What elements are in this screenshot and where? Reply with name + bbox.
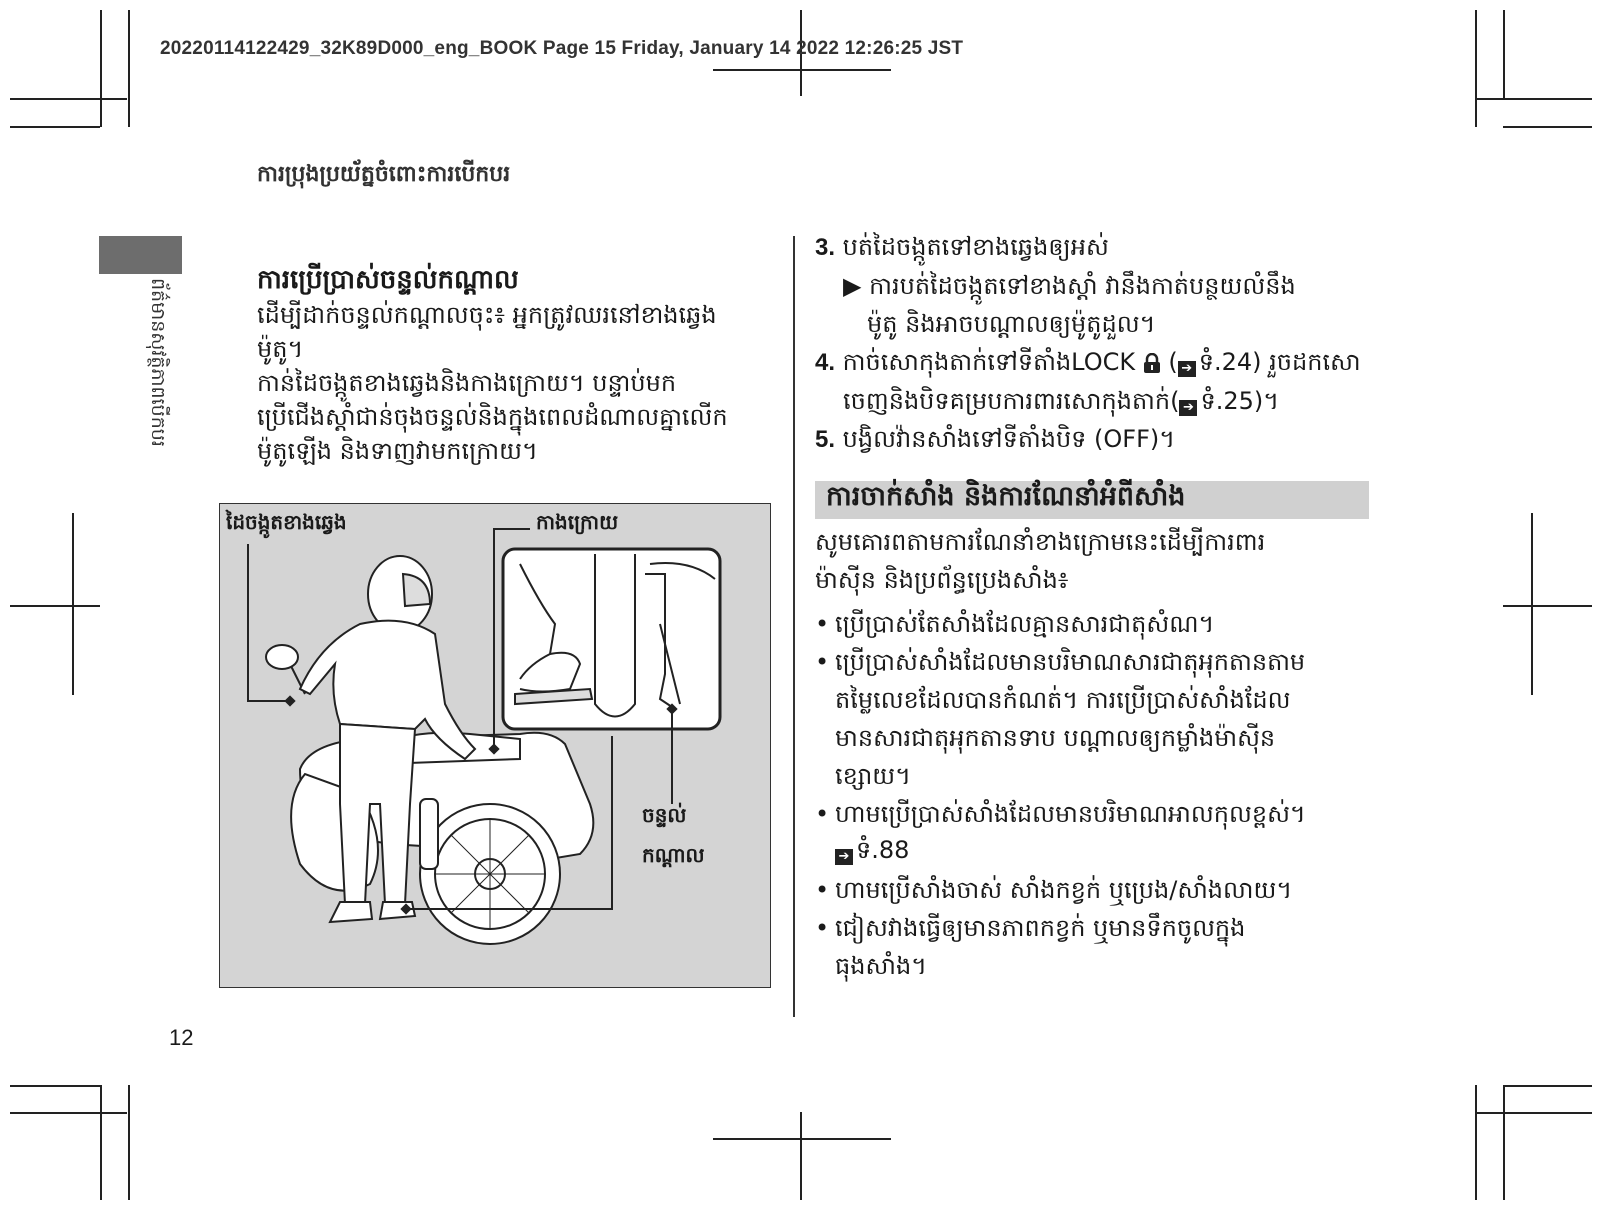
bullet-item-cont: មានសារជាតុអុកតានទាប បណ្ដាលឲ្យកម្លាំងម៉ាស៊ីន (835, 724, 1276, 752)
paragraph-line: កាន់ដៃចង្កូតខាងឆ្វេងនិងកាងក្រោយ។ បន្ទាប់មក (257, 369, 677, 397)
print-info-header: 20220114122429_32K89D000_eng_BOOK Page 15 Friday, January 14 2022 12:26:25 JST (160, 38, 964, 59)
steps-list (815, 228, 1395, 459)
bullet-item-ref (815, 833, 1375, 867)
bullet-item: • ប្រើប្រាស់សាំងដែលមានបរិមាណសារជាតុអុកតានតាម (815, 648, 1306, 676)
step-4-cont: ចេញនិងបិទគម្របការពារសោកុងតាក់( ➔ ទំ.25)។ (843, 387, 1280, 415)
bullet-item: • ប្រើប្រាស់តែសាំងដែលគ្មានសារជាតុសំណ។ (815, 610, 1215, 638)
label-center-stand-2: កណ្ដាល (642, 843, 705, 867)
fuel-intro (815, 523, 1375, 599)
intro-line: សូមគោរពតាមការណែនាំខាងក្រោមនេះដើម្បីការពារ (815, 528, 1266, 556)
side-tab-label: ព័ត៌មានសុវត្ថិភាពបើកបរ (147, 278, 169, 447)
bullet-item-cont: ខ្សោយ។ (835, 762, 911, 790)
triangle-bullet-icon: ▶ (843, 272, 862, 300)
paragraph-line: ម៉ូតូ។ (257, 335, 304, 363)
section-title-fuel: ការចាក់សាំង និងការណែនាំអំពីសាំង (826, 481, 1186, 512)
page-ref-link[interactable]: ទំ.24 (1198, 348, 1253, 376)
center-stand-illustration (219, 503, 771, 988)
label-rear-grip: កាងក្រោយ (536, 510, 619, 534)
page-number: 12 (169, 1025, 194, 1050)
paragraph-line: ម៉ូតូឡើង និងទាញវាមកក្រោយ។ (257, 437, 538, 465)
bullet-item-cont: តម្លៃលេខដែលបានកំណត់។ ការប្រើប្រាស់សាំងដែល (835, 686, 1291, 714)
step-3: 3. បត់ដៃចង្កូតទៅខាងឆ្វេងឲ្យអស់ (815, 233, 1109, 261)
page-ref-arrow-icon: ➔ (1179, 400, 1197, 416)
step-5: 5. បង្វិលវ៉ានសាំងទៅទីតាំងបិទ (OFF)។ (815, 425, 1176, 453)
breadcrumb: ការប្រុងប្រយ័ត្នចំពោះការបើកបរ (257, 162, 511, 187)
lock-icon (1143, 346, 1161, 366)
page-ref-arrow-icon: ➔ (835, 849, 853, 865)
section-heading-center-stand: ការប្រើប្រាស់ចន្ទល់កណ្ដាល (257, 265, 519, 295)
step-4: 4. កាច់សោកុងតាក់ទៅទីតាំងLOCK ( ➔ ទំ.24) រួចដកសោ (815, 348, 1361, 376)
label-left-handlebar: ដៃចង្កូតខាងឆ្វេង (226, 510, 347, 534)
bullet-item: • ហាមប្រើសាំងចាស់ សាំងកខ្វក់ ឬប្រេង/សាំងលាយ។ (815, 876, 1293, 904)
step-3-note-cont: ម៉ូតូ និងអាចបណ្ដាលឲ្យម៉ូតូដួល។ (867, 310, 1156, 338)
bullet-item: • ហាមប្រើប្រាស់សាំងដែលមានបរិមាណអាលកុលខ្ពស់។ (815, 800, 1306, 828)
paragraph-line: ដើម្បីដាក់ចន្ទល់កណ្ដាលចុះ៖ អ្នកត្រូវឈរនៅខាងឆ្វេង (257, 301, 717, 329)
label-center-stand-1: ចន្ទល់ (642, 803, 687, 827)
page-ref-link[interactable]: ទំ.25 (1200, 387, 1254, 415)
bullet-item: • ជៀសវាងធ្វើឲ្យមានភាពកខ្វក់ ឬមានទឹកចូលក្នុង (815, 914, 1246, 942)
step-3-note: ▶ ការបត់ដៃចង្កូតទៅខាងស្ដាំ វានឹងកាត់បន្ថយលំនឹង (843, 272, 1296, 300)
intro-line: ម៉ាស៊ីន និងប្រព័ន្ធប្រេងសាំង៖ (815, 566, 1069, 594)
fuel-bullets (815, 605, 1375, 985)
motorcycle-rider-drawing (220, 504, 770, 987)
page-ref-link[interactable]: ទំ.88 (856, 836, 910, 864)
page-ref-arrow-icon: ➔ (1178, 361, 1196, 377)
paragraph-line: ប្រើជើងស្ដាំជាន់ចុងចន្ទល់និងក្នុងពេលដំណាលគ្នាលើក (257, 403, 728, 431)
column-divider (793, 236, 795, 1017)
center-stand-instructions (257, 298, 797, 468)
section-tab-marker (99, 236, 182, 274)
bullet-item-cont: ធុងសាំង។ (835, 952, 927, 980)
